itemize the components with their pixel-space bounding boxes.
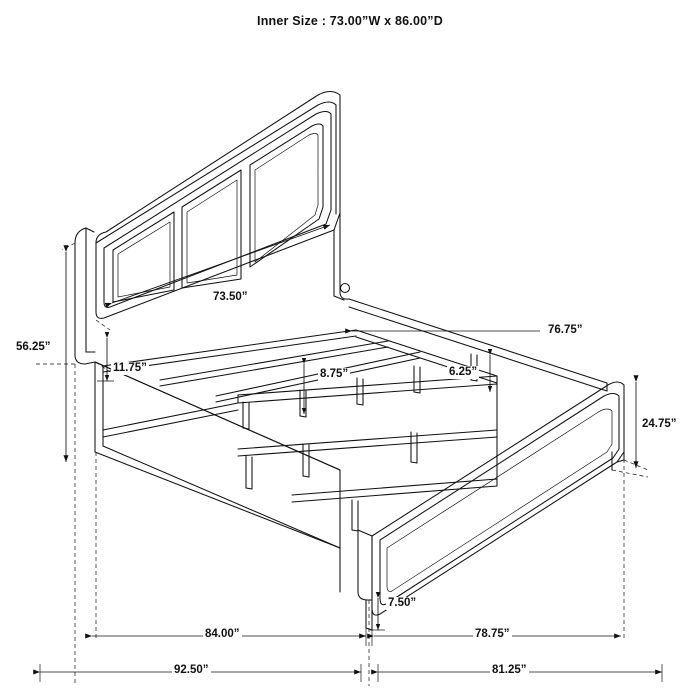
dim-label-footboard-width: 78.75” — [475, 628, 510, 640]
dim-label-headboard-height: 56.25” — [16, 341, 51, 353]
dim-label-center-support: 6.25” — [449, 366, 478, 378]
dim-label-overall-depth: 92.50” — [174, 664, 209, 676]
hardware-bolt-icon — [341, 284, 350, 293]
extension-line — [612, 470, 648, 477]
dim-label-rail-to-floor: 11.75” — [113, 362, 147, 374]
dim-label-side-rail-length: 84.00” — [205, 628, 240, 640]
bed-outline-group — [75, 92, 624, 631]
dim-label-slat-height: 8.75” — [320, 368, 349, 380]
dim-label-headboard-panel-width: 73.50” — [213, 291, 248, 303]
footboard-panel — [372, 382, 624, 615]
dim-label-deck-depth: 76.75” — [548, 324, 583, 336]
dim-label-footboard-clearance: 7.50” — [388, 597, 417, 609]
dim-label-footboard-height: 24.75” — [642, 418, 677, 430]
page-title: Inner Size : 73.00”W x 86.00”D — [257, 14, 443, 28]
extension-line — [96, 320, 110, 330]
headboard-panel-center — [182, 170, 241, 288]
extension-line — [62, 243, 75, 250]
headboard-panel-right — [250, 124, 323, 267]
dim-label-overall-width: 81.25” — [492, 664, 527, 676]
footboard-left-post — [358, 530, 372, 600]
dimension-lines-group — [36, 225, 662, 686]
